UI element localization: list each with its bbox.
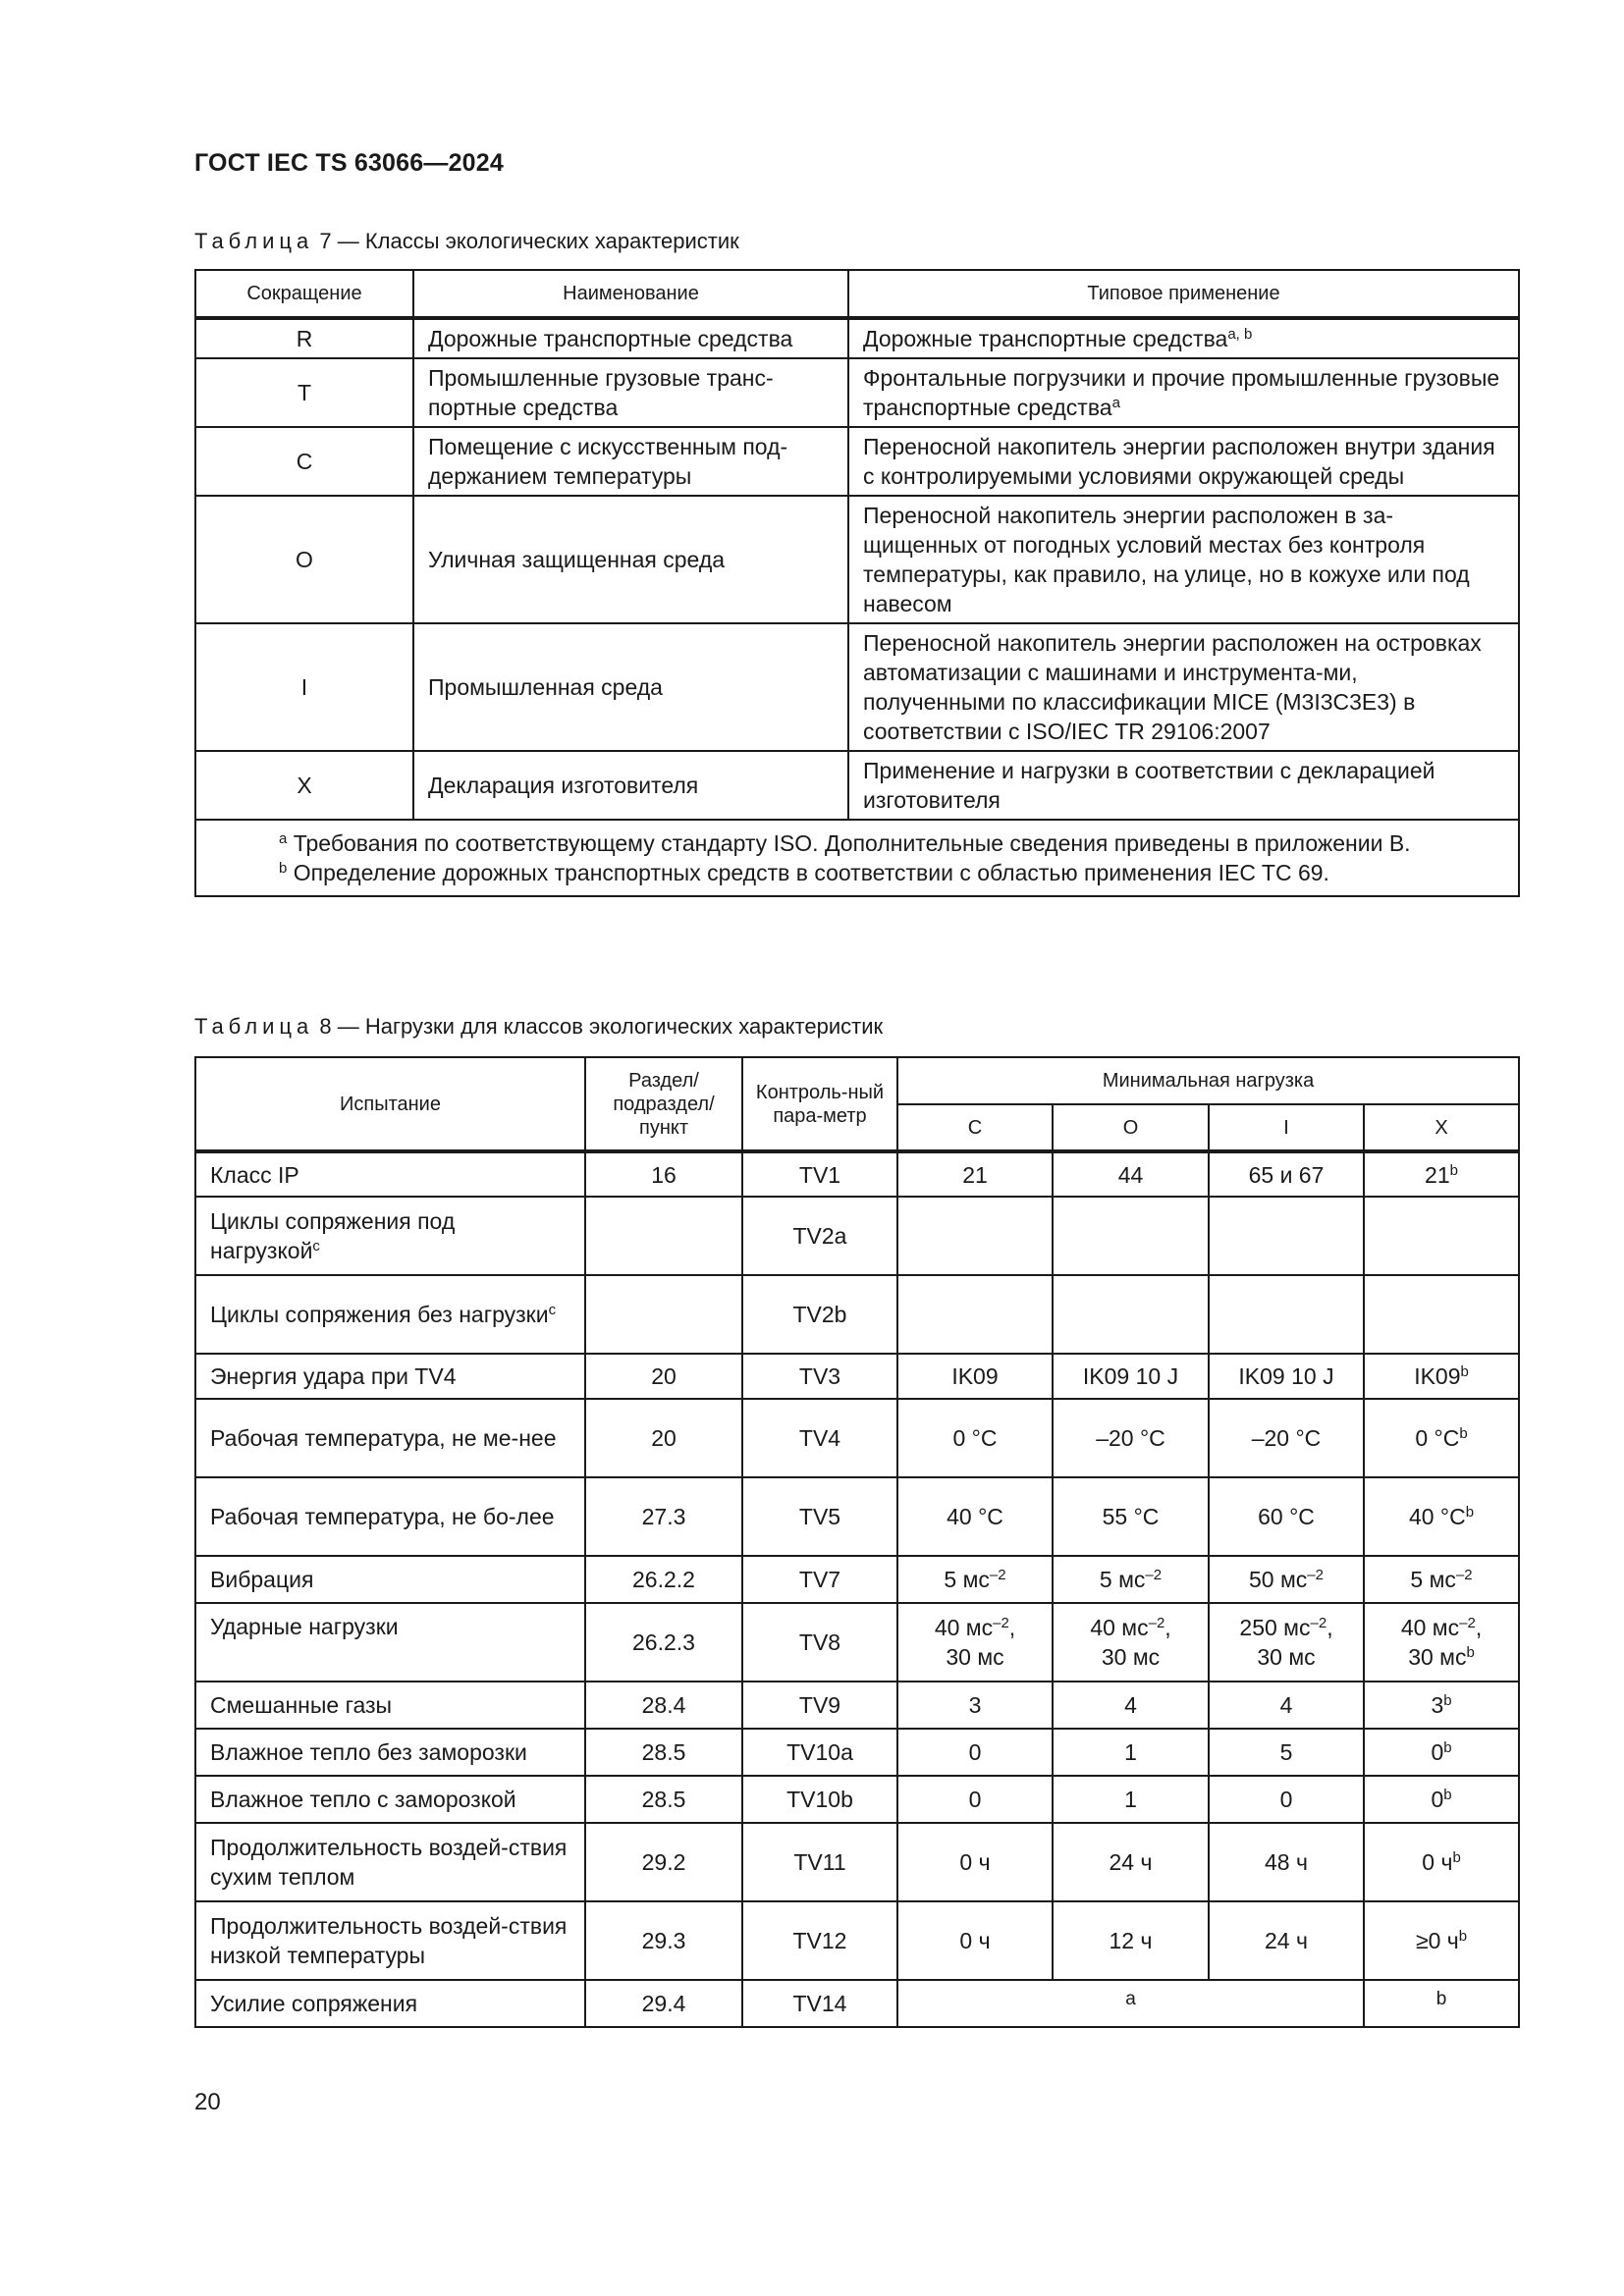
column-header-min-load: Минимальная нагрузка [897, 1057, 1519, 1104]
cell-test: Смешанные газы [195, 1682, 585, 1729]
cell-section: 28.5 [585, 1776, 742, 1823]
table-8-caption-prefix: Таблица [194, 1014, 314, 1039]
column-header-class-i: I [1209, 1104, 1364, 1151]
table-7-notes-row [195, 820, 1519, 896]
table-7-notes [195, 820, 1519, 896]
table-row [195, 1776, 1519, 1823]
cell-class-c: 0 [897, 1776, 1053, 1823]
cell-application: Применение и нагрузки в соответствии с декларацией изготовителя [848, 751, 1519, 820]
cell-class-o: 40 $мс^{-2}$, 30 мс [1053, 1603, 1209, 1682]
cell-class-o: 44 [1053, 1151, 1209, 1197]
column-header-class-c: C [897, 1104, 1053, 1151]
cell-section: 16 [585, 1151, 742, 1197]
table-row [195, 1901, 1519, 1980]
cell-class-x: 40 $^\circ C^b$ [1364, 1477, 1519, 1556]
cell-section: 20 [585, 1399, 742, 1477]
table-row [195, 1354, 1519, 1399]
cell-class-x [1364, 1197, 1519, 1275]
cell-abbr: C [195, 427, 413, 496]
cell-test: Влажное тепло без заморозки [195, 1729, 585, 1776]
cell-class-x: 0 $ч^b$ [1364, 1823, 1519, 1901]
cell-section: 20 [585, 1354, 742, 1399]
cell-class-o: 24 ч [1053, 1823, 1209, 1901]
cell-class-c: IK09 [897, 1354, 1053, 1399]
cell-parameter: TV10b [742, 1776, 897, 1823]
cell-class-o: 1 [1053, 1776, 1209, 1823]
table-7-caption-prefix: Таблица [194, 229, 314, 253]
cell-class-x: ≥0 $ч^b$ [1364, 1901, 1519, 1980]
table-row [195, 1980, 1519, 2027]
cell-name: Декларация изготовителя [413, 751, 848, 820]
column-header-abbr: Сокращение [195, 270, 413, 318]
column-header-class-x: X [1364, 1104, 1519, 1151]
cell-class-o [1053, 1197, 1209, 1275]
cell-class-x: 21$^b$ [1364, 1151, 1519, 1197]
table-row [195, 427, 1519, 496]
table-row [195, 496, 1519, 623]
cell-class-o [1053, 1275, 1209, 1354]
column-header-name: Наименование [413, 270, 848, 318]
cell-name: Дорожные транспортные средства [413, 318, 848, 358]
cell-parameter: TV11 [742, 1823, 897, 1901]
table-8-header-row-1 [195, 1057, 1519, 1104]
cell-class-c: 0 [897, 1729, 1053, 1776]
table-row [195, 358, 1519, 427]
table-row [195, 1682, 1519, 1729]
cell-test: Циклы сопряжения под нагрузкой$^c$ [195, 1197, 585, 1275]
table-7-caption-text: 7 — Классы экологических характеристик [313, 229, 739, 253]
cell-parameter: TV8 [742, 1603, 897, 1682]
cell-abbr: O [195, 496, 413, 623]
cell-parameter: TV3 [742, 1354, 897, 1399]
table-row [195, 1197, 1519, 1275]
cell-class-i: 250 $мс^{-2}$, 30 мс [1209, 1603, 1364, 1682]
cell-section: 26.2.2 [585, 1556, 742, 1603]
cell-class-c: 40 $мс^{-2}$, 30 мс [897, 1603, 1053, 1682]
table-7-caption [194, 229, 739, 254]
cell-class-x: 0 $^\circ C^b$ [1364, 1399, 1519, 1477]
cell-class-c: 5 $мс^{-2}$ [897, 1556, 1053, 1603]
table-row [195, 1729, 1519, 1776]
cell-section: 28.4 [585, 1682, 742, 1729]
cell-abbr: X [195, 751, 413, 820]
cell-class-x: 0$^b$ [1364, 1729, 1519, 1776]
cell-class-i: 65 и 67 [1209, 1151, 1364, 1197]
column-header-section: Раздел/ подраздел/ пункт [585, 1057, 742, 1151]
cell-section [585, 1275, 742, 1354]
table-8 [194, 1056, 1520, 2028]
cell-class-o: 1 [1053, 1729, 1209, 1776]
cell-abbr: I [195, 623, 413, 751]
cell-class-c [897, 1275, 1053, 1354]
table-row [195, 1603, 1519, 1682]
cell-section: 27.3 [585, 1477, 742, 1556]
table-row [195, 1399, 1519, 1477]
cell-parameter: TV10a [742, 1729, 897, 1776]
column-header-parameter: Контроль-ный пара-метр [742, 1057, 897, 1151]
cell-class-o: 5 $мс^{-2}$ [1053, 1556, 1209, 1603]
cell-parameter: TV2b [742, 1275, 897, 1354]
cell-class-x [1364, 1275, 1519, 1354]
cell-class-c: 0 ч [897, 1823, 1053, 1901]
cell-name: Промышленные грузовые транс-портные средства [413, 358, 848, 427]
table-row [195, 623, 1519, 751]
table-8-caption-text: 8 — Нагрузки для классов экологических характеристик [313, 1014, 884, 1039]
cell-test: Продолжительность воздей-ствия низкой температуры [195, 1901, 585, 1980]
cell-class-o: 4 [1053, 1682, 1209, 1729]
cell-parameter: TV7 [742, 1556, 897, 1603]
cell-class-c: 0 ч [897, 1901, 1053, 1980]
cell-class-x: 40 $мс^{-2}$, 30 $мс^b$ [1364, 1603, 1519, 1682]
column-header-test: Испытание [195, 1057, 585, 1151]
cell-test: Усилие сопряжения [195, 1980, 585, 2027]
document-header: ГОСТ IEC TS 63066—2024 [194, 149, 504, 177]
cell-class-coi-merged: a [897, 1980, 1364, 2027]
table-row [195, 1823, 1519, 1901]
page-number: 20 [194, 2089, 221, 2115]
cell-test: Ударные нагрузки [195, 1603, 585, 1682]
table-row [195, 1151, 1519, 1197]
cell-class-c: 3 [897, 1682, 1053, 1729]
cell-class-i: 60 °C [1209, 1477, 1364, 1556]
cell-class-c [897, 1197, 1053, 1275]
cell-name: Уличная защищенная среда [413, 496, 848, 623]
cell-class-o: 12 ч [1053, 1901, 1209, 1980]
cell-class-i: –20 °C [1209, 1399, 1364, 1477]
cell-application: Переносной накопитель энергии расположен на островках автоматизации с машинами и инструмента-ми, полученными по классификации MICE (M3I3C3E3) в соответствии с ISO/IEC TR 29106:2007 [848, 623, 1519, 751]
cell-application: Переносной накопитель энергии расположен в за-щищенных от погодных условий местах без контроля температуры, как правило, на улице, но в кожухе или под навесом [848, 496, 1519, 623]
cell-class-i: 5 [1209, 1729, 1364, 1776]
cell-parameter: TV4 [742, 1399, 897, 1477]
cell-application: Фронтальные погрузчики и прочие промышленные грузовые транспортные средства$^a$ [848, 358, 1519, 427]
cell-class-x: IK09$^b$ [1364, 1354, 1519, 1399]
cell-class-x: 5 $мс^{-2}$ [1364, 1556, 1519, 1603]
cell-class-c: 0 °C [897, 1399, 1053, 1477]
cell-class-x: 3$^b$ [1364, 1682, 1519, 1729]
cell-section: 26.2.3 [585, 1603, 742, 1682]
cell-class-i: IK09 10 J [1209, 1354, 1364, 1399]
cell-class-i: 48 ч [1209, 1823, 1364, 1901]
table-7-header-row [195, 270, 1519, 318]
table-8-caption [194, 1014, 883, 1040]
table-row [195, 1477, 1519, 1556]
cell-class-x: 0$^b$ [1364, 1776, 1519, 1823]
footnote-a: $^a$ Требования по соответствующему стандарту ISO. Дополнительные сведения приведены в приложении В. [279, 830, 1411, 856]
cell-abbr: T [195, 358, 413, 427]
cell-class-i: 4 [1209, 1682, 1364, 1729]
table-row [195, 1275, 1519, 1354]
cell-test: Вибрация [195, 1556, 585, 1603]
table-row [195, 751, 1519, 820]
cell-name: Промышленная среда [413, 623, 848, 751]
cell-test: Класс IP [195, 1151, 585, 1197]
cell-parameter: TV14 [742, 1980, 897, 2027]
cell-class-i [1209, 1197, 1364, 1275]
cell-parameter: TV1 [742, 1151, 897, 1197]
cell-parameter: TV12 [742, 1901, 897, 1980]
cell-class-c: 40 °C [897, 1477, 1053, 1556]
cell-abbr: R [195, 318, 413, 358]
cell-test: Влажное тепло с заморозкой [195, 1776, 585, 1823]
cell-section: 29.4 [585, 1980, 742, 2027]
column-header-class-o: O [1053, 1104, 1209, 1151]
cell-application: Дорожные транспортные средства$^{a, b}$ [848, 318, 1519, 358]
footnote-b: $^b$ Определение дорожных транспортных средств в соответствии с областью применения IEC TC 69. [279, 860, 1329, 885]
cell-test: Энергия удара при TV4 [195, 1354, 585, 1399]
cell-test: Продолжительность воздей-ствия сухим теплом [195, 1823, 585, 1901]
cell-section: 29.3 [585, 1901, 742, 1980]
cell-section [585, 1197, 742, 1275]
column-header-application: Типовое применение [848, 270, 1519, 318]
cell-class-i: 50 $мс^{-2}$ [1209, 1556, 1364, 1603]
cell-class-c: 21 [897, 1151, 1053, 1197]
cell-section: 28.5 [585, 1729, 742, 1776]
cell-class-o: 55 °C [1053, 1477, 1209, 1556]
cell-class-i: 24 ч [1209, 1901, 1364, 1980]
cell-name: Помещение с искусственным под-держанием температуры [413, 427, 848, 496]
table-7 [194, 269, 1520, 897]
cell-test: Рабочая температура, не ме-нее [195, 1399, 585, 1477]
cell-application: Переносной накопитель энергии расположен внутри здания с контролируемыми условиями окружающей среды [848, 427, 1519, 496]
table-row [195, 1556, 1519, 1603]
cell-parameter: TV2a [742, 1197, 897, 1275]
cell-class-i [1209, 1275, 1364, 1354]
cell-class-x: b [1364, 1980, 1519, 2027]
cell-section: 29.2 [585, 1823, 742, 1901]
cell-class-i: 0 [1209, 1776, 1364, 1823]
cell-class-o: IK09 10 J [1053, 1354, 1209, 1399]
cell-test: Рабочая температура, не бо-лее [195, 1477, 585, 1556]
cell-test: Циклы сопряжения без нагрузки$^c$ [195, 1275, 585, 1354]
cell-class-o: –20 °C [1053, 1399, 1209, 1477]
cell-parameter: TV9 [742, 1682, 897, 1729]
cell-parameter: TV5 [742, 1477, 897, 1556]
table-row [195, 318, 1519, 358]
